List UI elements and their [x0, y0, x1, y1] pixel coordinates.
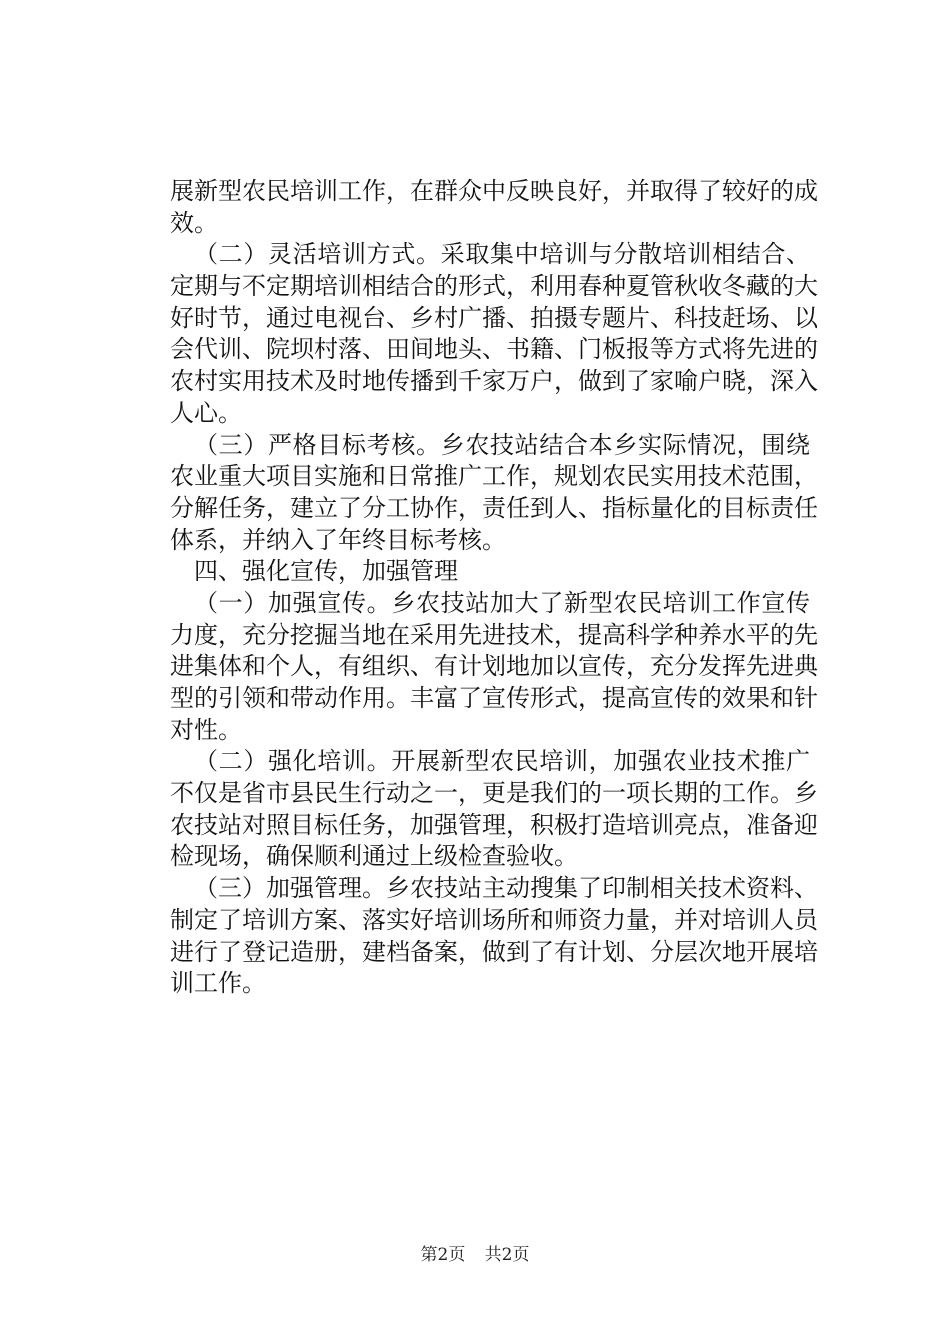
text-line: 制定了培训方案、落实好培训场所和师资力量，并对培训人员: [170, 905, 818, 934]
text-line: 定期与不定期培训相结合的形式，利用春种夏管秋收冬藏的大: [170, 272, 818, 301]
text-line: 进集体和个人，有组织、有计划地加以宣传，充分发挥先进典: [170, 652, 818, 681]
text-line: （三）加强管理。乡农技站主动搜集了印制相关技术资料、: [194, 874, 818, 903]
text-line: 体系，并纳入了年终目标考核。: [170, 525, 506, 554]
text-line: 农技站对照目标任务，加强管理，积极打造培训亮点，准备迎: [170, 810, 818, 839]
text-line: 型的引领和带动作用。丰富了宣传形式，提高宣传的效果和针: [170, 684, 818, 712]
text-line: 展新型农民培训工作，在群众中反映良好，并取得了较好的成: [170, 177, 818, 205]
text-line: 会代训、院坝村落、田间地头、书籍、门板报等方式将先进的: [170, 335, 818, 364]
text-line: 进行了登记造册，建档备案，做到了有计划、分层次地开展培: [170, 937, 818, 966]
page-total: 共2页: [484, 1245, 530, 1265]
page-separator: [471, 1245, 480, 1265]
text-line: 对性。: [170, 715, 242, 744]
text-line: 好时节，通过电视台、乡村广播、拍摄专题片、科技赶场、以: [170, 303, 818, 332]
text-line: 力度，充分挖掘当地在采用先进技术，提高科学种养水平的先: [170, 620, 818, 649]
text-line: （三）严格目标考核。乡农技站结合本乡实际情况，围绕: [194, 430, 810, 459]
text-line: （二）强化培训。开展新型农民培训，加强农业技术推广: [194, 747, 810, 776]
page-number: 第2页: [420, 1245, 466, 1265]
text-line: 分解任务，建立了分工协作，责任到人、指标量化的目标责任: [170, 493, 818, 522]
text-line: 农村实用技术及时地传播到千家万户，做到了家喻户晓，深入: [170, 367, 818, 396]
text-line: 人心。: [170, 398, 242, 427]
page-footer: [0, 1244, 950, 1266]
text-line: 检现场，确保顺利通过上级检查验收。: [170, 842, 578, 871]
text-line: （一）加强宣传。乡农技站加大了新型农民培训工作宣传: [194, 588, 810, 617]
text-line: 效。: [170, 208, 218, 237]
text-line: 农业重大项目实施和日常推广工作，规划农民实用技术范围，: [170, 462, 818, 491]
text-line: 不仅是省市县民生行动之一，更是我们的一项长期的工作。乡: [170, 779, 818, 808]
text-line: 四、强化宣传，加强管理: [194, 557, 458, 586]
text-line: （二）灵活培训方式。采取集中培训与分散培训相结合、: [194, 240, 810, 269]
text-line: 训工作。: [170, 969, 266, 998]
body-text: [170, 176, 818, 1000]
